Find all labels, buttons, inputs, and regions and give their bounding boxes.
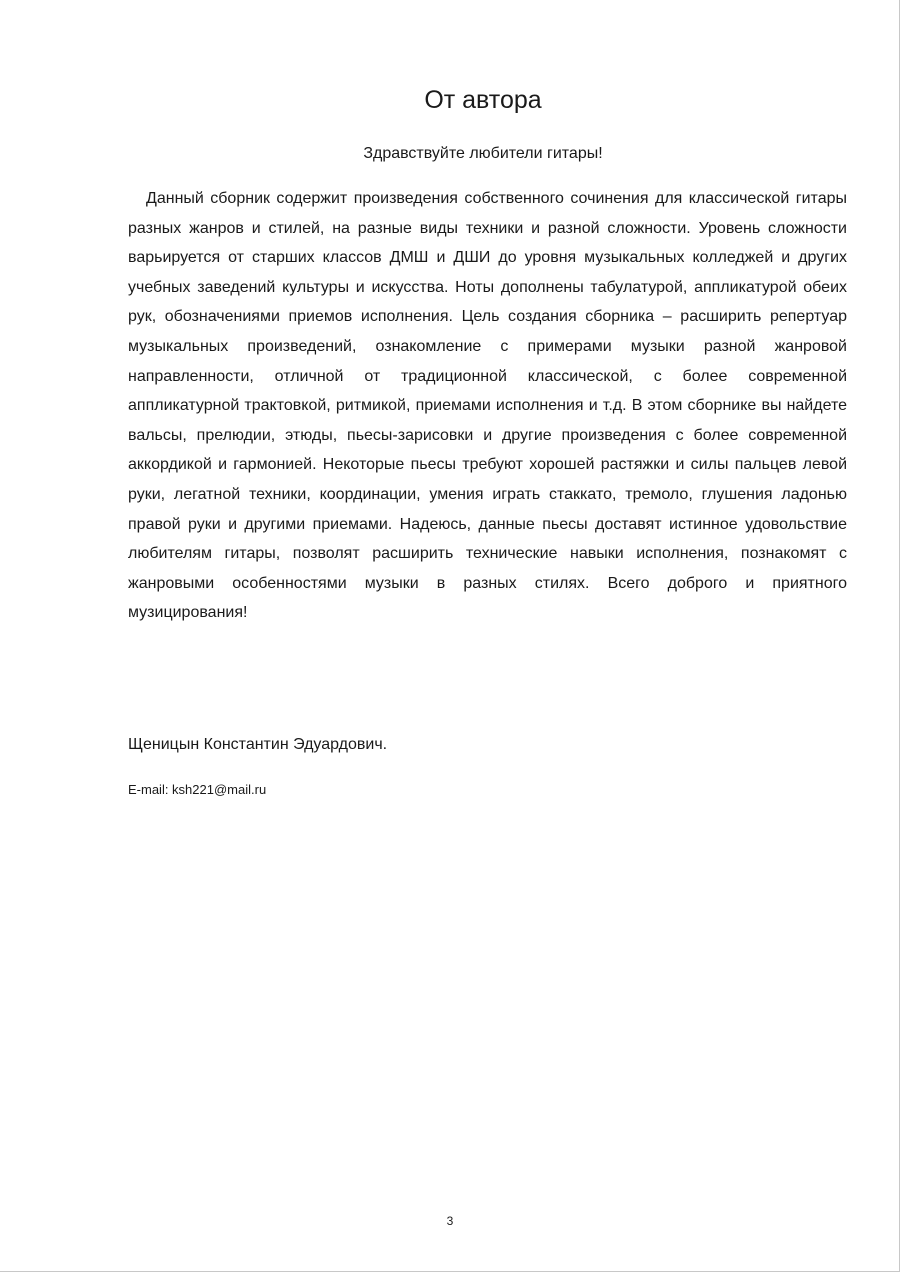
author-signature: Щеницын Константин Эдуардович. xyxy=(128,736,388,753)
author-email: E-mail: ksh221@mail.ru xyxy=(128,782,267,797)
page-number: 3 xyxy=(446,1214,454,1228)
greeting-text: Здравствуйте любители гитары! xyxy=(363,145,603,162)
page-title: От автора xyxy=(424,86,542,114)
body-paragraph: Данный сборник содержит произведения собственного сочинения для классической гитары разных жанров и стилей, на разные виды техники и разной сложности. Уровень сложности варьируется от старших классов ДМШ и ДШИ до уровня музыкальных колледжей и других учебных заведений культуры и искусства. Ноты дополнены табулатурой, аппликатурой обеих рук, обозначениями приемов исполнения. Цель создания сборника – расширить репертуар музыкальных произведений, ознакомление с примерами музыки разной жанровой направленности, отличной от традиционной классической, с более современной аппликатурной трактовкой, ритмикой, приемами исполнения и т.д. В этом сборнике вы найдете вальсы, прелюдии, этюды, пьесы-зарисовки и другие произведения с более современной аккордикой и гармонией. Некоторые пьесы требуют хорошей растяжки и силы пальцев левой руки, легатной техники, координации, умения играть стаккато, тремоло, глушения ладонью правой руки и другими приемами. Надеюсь, данные пьесы доставят истинное удовольствие любителям гитары, позволят расширить технические навыки исполнения, познакомят с жанровыми особенностями музыки в разных стилях. Всего доброго и приятного музицирования! xyxy=(128,190,847,622)
